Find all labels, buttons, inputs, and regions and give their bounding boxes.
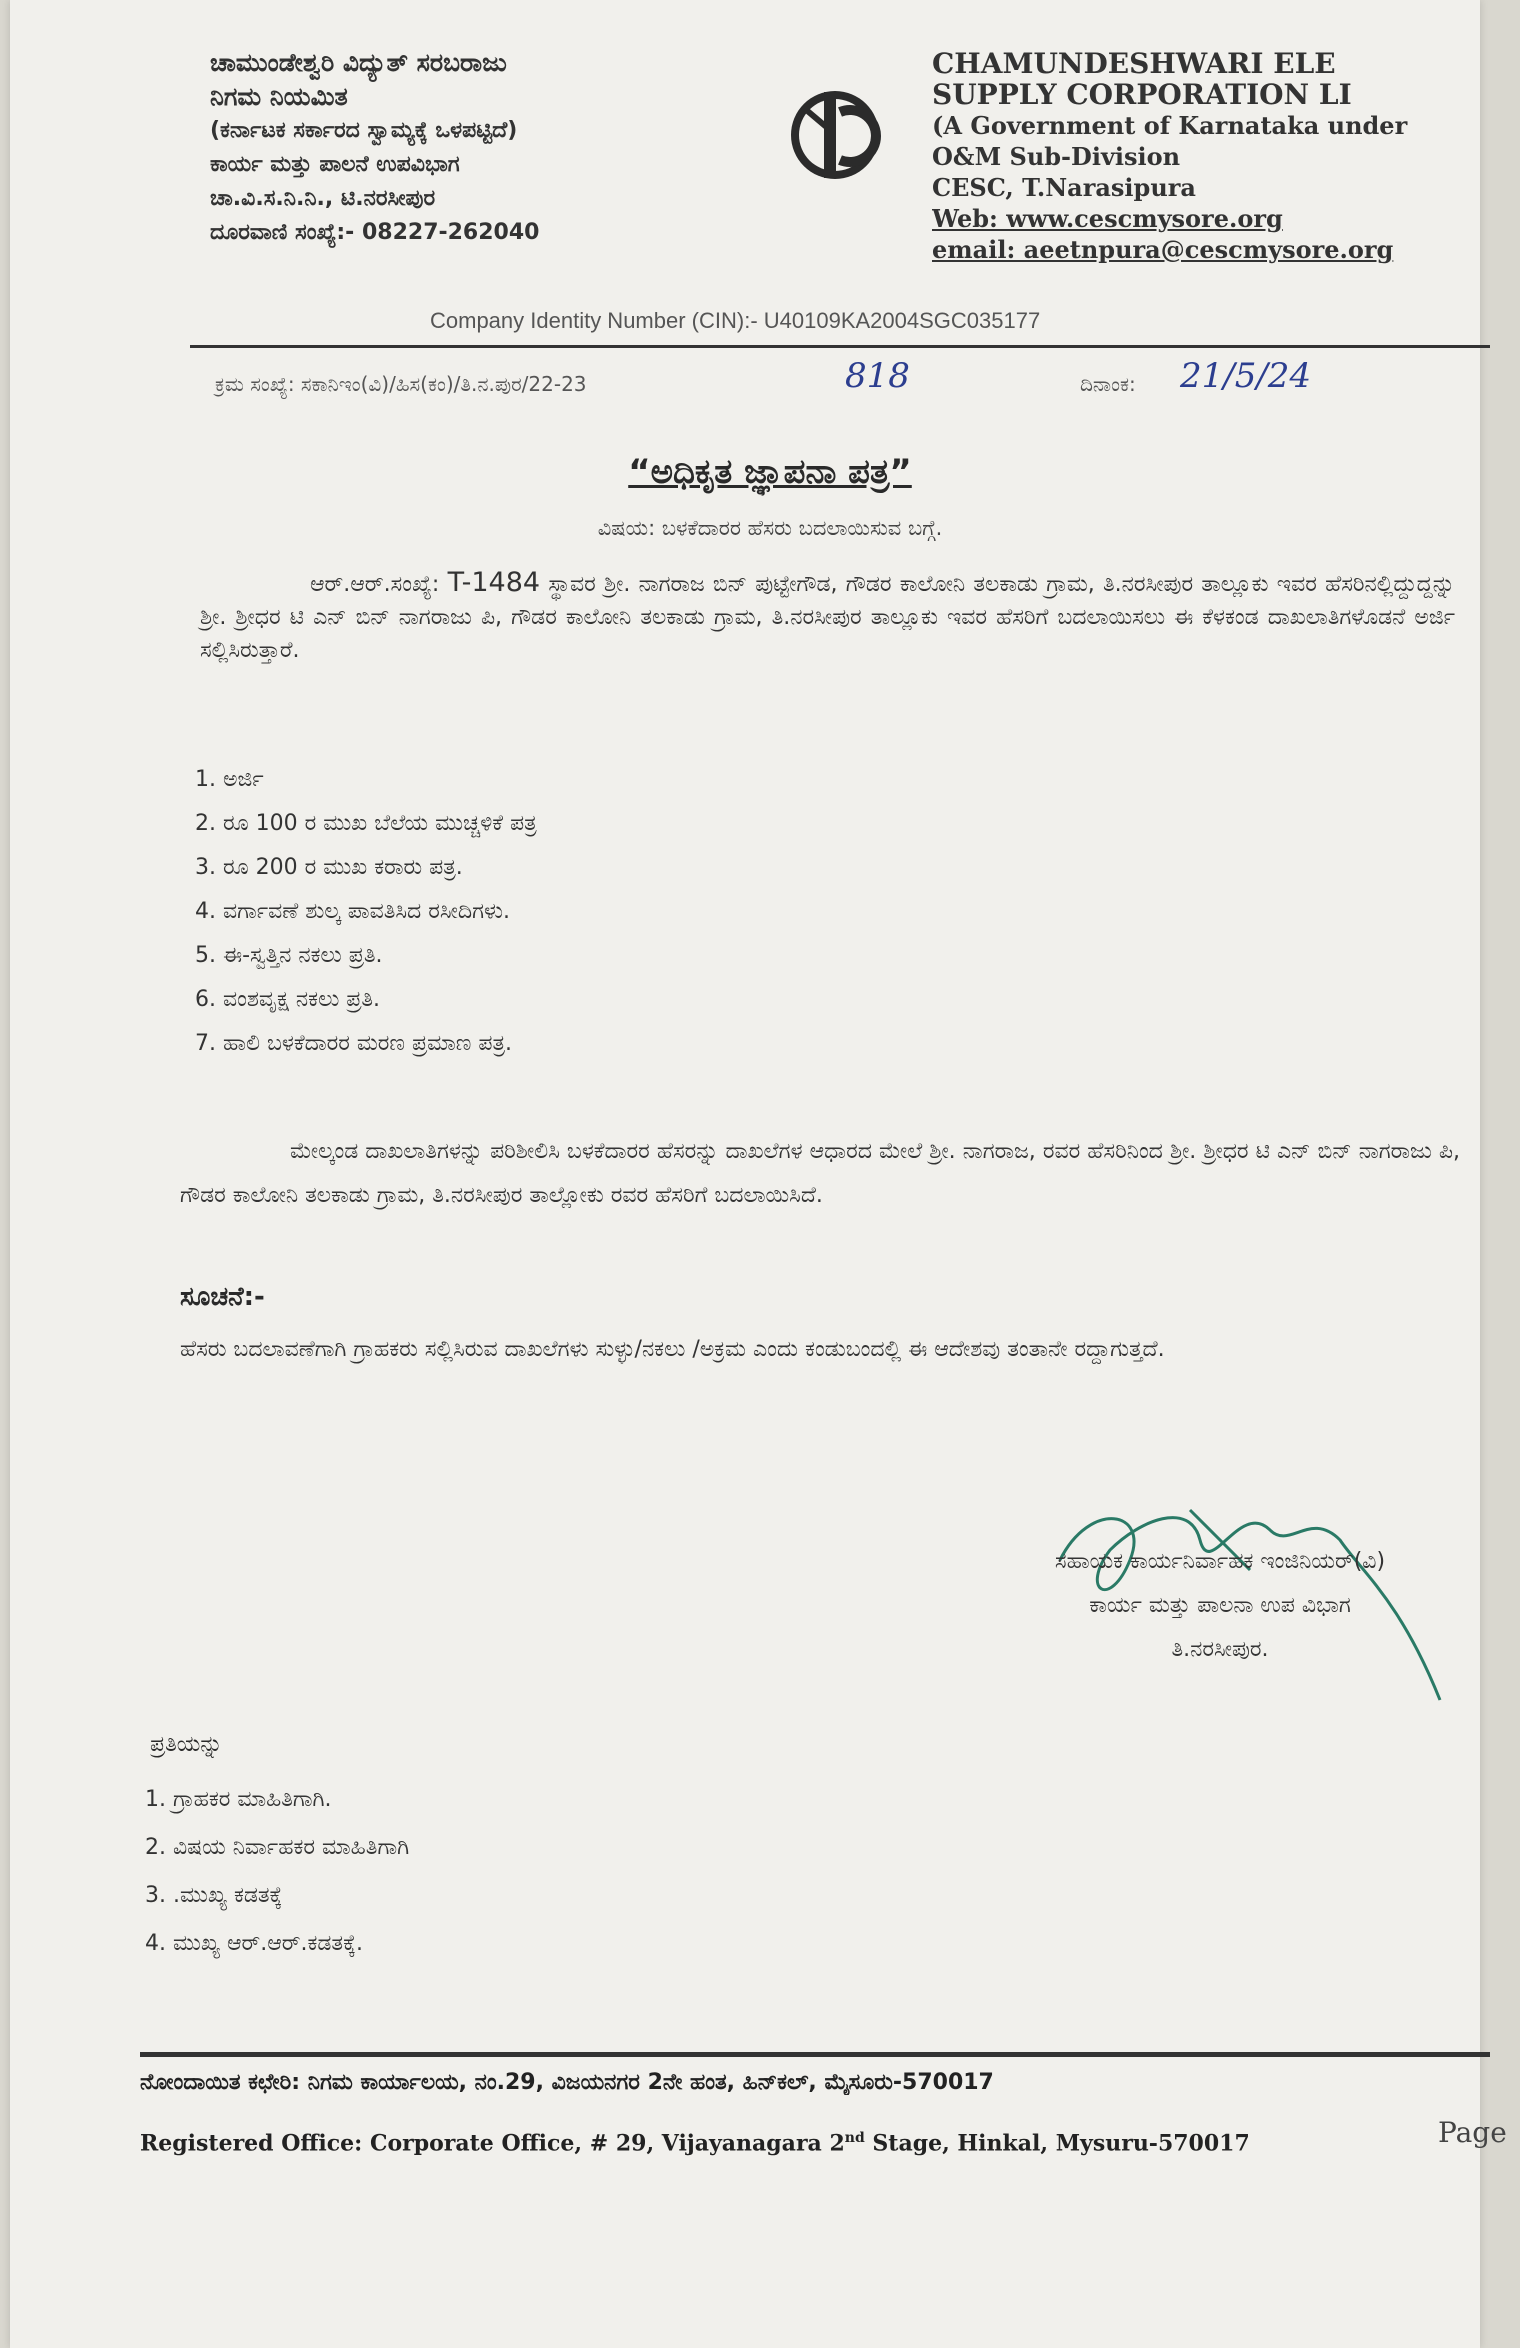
footer-registered-office-kn: ನೋಂದಾಯಿತ ಕಛೇರಿ: ನಿಗಮ ಕಾರ್ಯಾಲಯ, ನಂ.29, ವಿಜಯನಗರ 2ನೇ ಹಂತ, ಹಿನ್‌ಕಲ್, ಮೈಸೂರು-570017	[140, 2070, 994, 2095]
rr-number: T-1484	[447, 567, 541, 598]
signatory-block	[950, 1540, 1490, 1672]
list-item: 6. ವಂಶವೃಕ್ಷ ನಕಲು ಪ್ರತಿ.	[195, 987, 381, 1012]
list-item: 3. ರೂ 200 ರ ಮುಖ ಕರಾರು ಪತ್ರ.	[195, 855, 463, 880]
kn-header-line: ಕಾರ್ಯ ಮತ್ತು ಪಾಲನೆ ಉಪವಿಭಾಗ	[210, 152, 460, 177]
date-handwritten: 21/5/24	[1180, 356, 1312, 396]
memo-title: “ಅಧಿಕೃತ ಜ್ಞಾಪನಾ ಪತ್ರ”	[628, 452, 912, 492]
copies-title: ಪ್ರತಿಯನ್ನು	[150, 1732, 223, 1757]
reference-number-handwritten: 818	[845, 356, 910, 396]
intro-text: ಸ್ಥಾವರ ಶ್ರೀ. ನಾಗರಾಜ ಬಿನ್ ಪುಟ್ಟೇಗೌಡ, ಗೌಡರ ಕಾಲೋನಿ ತಲಕಾಡು ಗ್ರಾಮ, ತಿ.ನರಸೀಪುರ ತಾಲ್ಲೂಕು ಇವರ ಹೆಸರಿನಲ್ಲಿದ್ದುದ್ದನ್ನು ಶ್ರೀ. ಶ್ರೀಧರ ಟಿ ಎನ್ ಬಿನ್ ನಾಗರಾಜು ಪಿ, ಗೌಡರ ಕಾಲೋನಿ ತಲಕಾಡು ಗ್ರಾಮ, ತಿ.ನರಸೀಪುರ ತಾಲ್ಲೂಕು ಇವರ ಹೆಸರಿಗೆ ಬದಲಾಯಿಸಲು ಈ ಕೆಳಕಂಡ ದಾಖಲಾತಿಗಳೊಡನೆ ಅರ್ಜಿ ಸಲ್ಲಿಸಿರುತ್ತಾರೆ.	[200, 572, 1456, 663]
intro-paragraph	[200, 566, 1455, 667]
page-label: Page	[1438, 2116, 1507, 2149]
list-item: 4. ಮುಖ್ಯ ಆರ್.ಆರ್.ಕಡತಕ್ಕೆ.	[145, 1931, 363, 1956]
kn-header-line: ಚಾ.ವಿ.ಸ.ನಿ.ನಿ., ಟಿ.ನರಸೀಪುರ	[210, 186, 436, 211]
decision-paragraph: ಮೇಲ್ಕಂಡ ದಾಖಲಾತಿಗಳನ್ನು ಪರಿಶೀಲಿಸಿ ಬಳಕೆದಾರರ ಹೆಸರನ್ನು ದಾಖಲೆಗಳ ಆಧಾರದ ಮೇಲೆ ಶ್ರೀ. ನಾಗರಾಜ, ರವರ ಹೆಸರಿನಿಂದ ಶ್ರೀ. ಶ್ರೀಧರ ಟಿ ಎನ್ ಬಿನ್ ನಾಗರಾಜು ಪಿ, ಗೌಡರ ಕಾಲೋನಿ ತಲಕಾಡು ಗ್ರಾಮ, ತಿ.ನರಸೀಪುರ ತಾಲ್ಲೋಕು ರವರ ಹೆಸರಿಗೆ ಬದಲಾಯಿಸಿದೆ.	[180, 1139, 1460, 1208]
kannada-letterhead	[210, 46, 770, 250]
list-item: 1. ಗ್ರಾಹಕರ ಮಾಹಿತಿಗಾಗಿ.	[145, 1787, 332, 1812]
letter-sheet	[10, 0, 1507, 2348]
kn-header-line: (ಕರ್ನಾಟಕ ಸರ್ಕಾರದ ಸ್ವಾಮ್ಯಕ್ಕೆ ಒಳಪಟ್ಟಿದೆ)	[210, 118, 518, 143]
list-item: 1. ಅರ್ಜಿ	[195, 767, 264, 792]
en-header-line: SUPPLY CORPORATION LI	[932, 78, 1352, 111]
memo-subject: ವಿಷಯ: ಬಳಕೆದಾರರ ಹೆಸರು ಬದಲಾಯಿಸುವ ಬಗ್ಗೆ.	[597, 516, 943, 540]
en-header-line: CHAMUNDESHWARI ELE	[932, 48, 1336, 80]
cesc-logo	[770, 70, 900, 200]
list-item: 4. ವರ್ಗಾವಣೆ ಶುಲ್ಕ ಪಾವತಿಸಿದ ರಸೀದಿಗಳು.	[195, 899, 510, 924]
list-item: 2. ರೂ 100 ರ ಮುಖ ಬೆಲೆಯ ಮುಚ್ಚಳಿಕೆ ಪತ್ರ	[195, 811, 537, 836]
kn-header-line: ನಿಗಮ ನಿಯಮಿತ	[210, 82, 348, 111]
rr-label: ಆರ್.ಆರ್.ಸಂಖ್ಯೆ:	[310, 572, 440, 597]
copies-list	[145, 1776, 945, 1968]
list-item: 3. .ಮುಖ್ಯ ಕಡತಕ್ಕೆ	[145, 1883, 283, 1908]
en-header-line: Web: www.cescmysore.org	[932, 204, 1283, 233]
reference-number-label: ಕ್ರಮ ಸಂಖ್ಯೆ: ಸಕಾನಿಇಂ(ವಿ)/ಹಿಸ(ಕಂ)/ತಿ.ನ.ಪುರ/22-23	[215, 372, 587, 396]
cin-number: Company Identity Number (CIN):- U40109KA2004SGC035177	[430, 308, 1041, 333]
note-text: ಹೆಸರು ಬದಲಾವಣೆಗಾಗಿ ಗ್ರಾಹಕರು ಸಲ್ಲಿಸಿರುವ ದಾಖಲೆಗಳು ಸುಳ್ಳು/ನಕಲು /ಅಕ್ರಮ ಎಂದು ಕಂಡುಬಂದಲ್ಲಿ ಈ ಆದೇಶವು ತಂತಾನೇ ರದ್ದಾಗುತ್ತದೆ.	[180, 1337, 1165, 1362]
signatory-office: ಕಾರ್ಯ ಮತ್ತು ಪಾಲನಾ ಉಪ ವಿಭಾಗ	[1089, 1593, 1351, 1618]
list-item: 2. ವಿಷಯ ನಿರ್ವಾಹಕರ ಮಾಹಿತಿಗಾಗಿ	[145, 1835, 410, 1860]
note-title: ಸೂಚನೆ:-	[180, 1282, 265, 1312]
date-label: ದಿನಾಂಕ:	[1080, 372, 1136, 396]
documents-list	[195, 758, 1095, 1066]
english-letterhead	[932, 48, 1480, 265]
footer-divider	[140, 2052, 1490, 2057]
en-header-line: O&M Sub-Division	[932, 142, 1181, 171]
header-divider	[190, 345, 1490, 348]
kn-header-line: ಚಾಮುಂಡೇಶ್ವರಿ ವಿದ್ಯುತ್ ಸರಬರಾಜು	[210, 48, 507, 77]
kn-header-line: ದೂರವಾಣಿ ಸಂಖ್ಯೆ:- 08227-262040	[210, 220, 540, 245]
footer-registered-office-en: Registered Office: Corporate Office, # 29, Vijayanagara 2nd Stage, Hinkal, Mysuru-570017	[140, 2130, 1250, 2157]
en-header-line: email: aeetnpura@cescmysore.org	[932, 235, 1394, 264]
en-header-line: (A Government of Karnataka under	[932, 111, 1408, 140]
signatory-designation: ಸಹಾಯಕ ಕಾರ್ಯನಿರ್ವಾಹಕ ಇಂಜಿನಿಯರ್(ವಿ)	[1054, 1549, 1386, 1574]
signatory-place: ತಿ.ನರಸೀಪುರ.	[1171, 1637, 1269, 1662]
list-item: 7. ಹಾಲಿ ಬಳಕೆದಾರರ ಮರಣ ಪ್ರಮಾಣ ಪತ್ರ.	[195, 1031, 513, 1056]
en-header-line: CESC, T.Narasipura	[932, 173, 1196, 202]
list-item: 5. ಈ-ಸ್ವತ್ತಿನ ನಕಲು ಪ್ರತಿ.	[195, 943, 383, 968]
